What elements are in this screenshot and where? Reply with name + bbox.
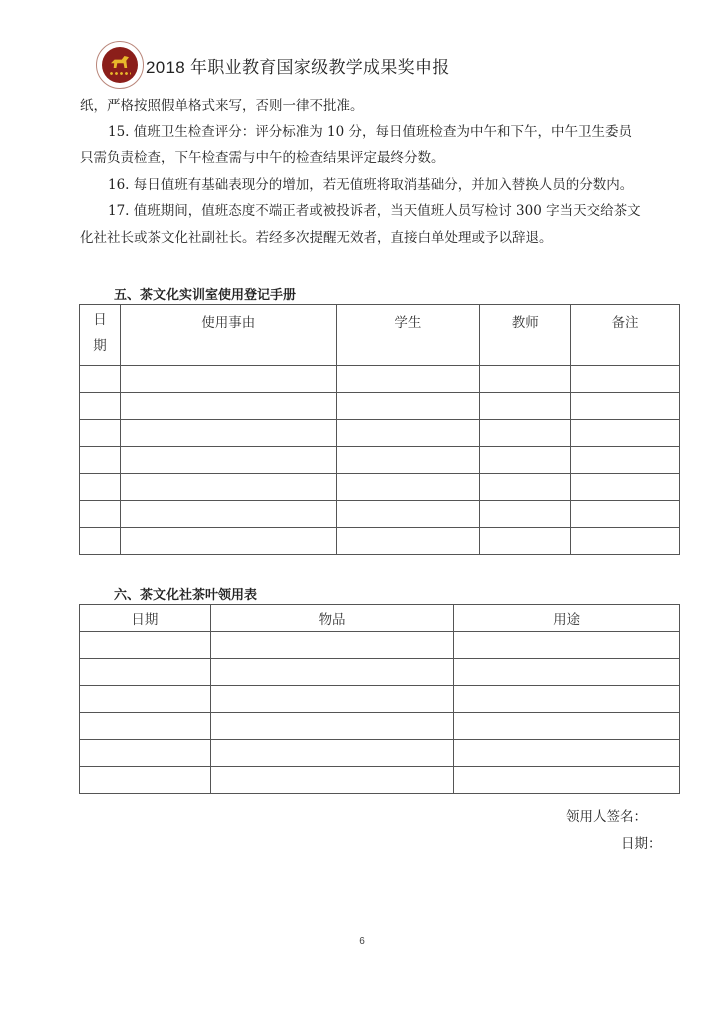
column-header-teacher: 教师 (480, 305, 571, 366)
paragraph-line: 17. 值班期间，值班态度不端正者或被投诉者，当天值班人员写检讨 300 字当天交给茶文 (108, 203, 641, 219)
table-cell[interactable] (571, 447, 680, 474)
table-cell[interactable] (480, 501, 571, 528)
tea-requisition-table (79, 604, 680, 794)
paragraph-line: 化社社长或茶文化社副社长。若经多次提醒无效者，直接白单处理或予以辞退。 (80, 230, 553, 246)
date-label: 日期： (621, 836, 662, 852)
table-cell[interactable] (336, 366, 480, 393)
table-header-row (80, 305, 680, 366)
table-cell[interactable] (336, 447, 480, 474)
paragraph-line: 16. 每日值班有基础表现分的增加，若无值班将取消基础分，并加入替换人员的分数内。 (108, 177, 634, 193)
table-cell[interactable] (336, 528, 480, 555)
table-cell[interactable] (571, 366, 680, 393)
table-cell[interactable] (80, 659, 211, 686)
column-header-reason: 使用事由 (120, 305, 336, 366)
table-cell[interactable] (120, 420, 336, 447)
table-row (80, 393, 680, 420)
table-cell[interactable] (571, 420, 680, 447)
column-header-date (80, 305, 121, 366)
table-cell[interactable] (80, 393, 121, 420)
table-row (80, 528, 680, 555)
table-cell[interactable] (210, 686, 454, 713)
table-cell[interactable] (80, 420, 121, 447)
table-cell[interactable] (571, 501, 680, 528)
table-cell[interactable] (120, 501, 336, 528)
table-cell[interactable] (210, 740, 454, 767)
table-row (80, 501, 680, 528)
page-header (96, 38, 450, 92)
table-cell[interactable] (480, 366, 571, 393)
table-cell[interactable] (80, 767, 211, 794)
table-row (80, 740, 680, 767)
table-cell[interactable] (120, 366, 336, 393)
table-cell[interactable] (210, 632, 454, 659)
table-row (80, 366, 680, 393)
header-text: 期 (93, 338, 107, 354)
table-row (80, 420, 680, 447)
table-cell[interactable] (210, 713, 454, 740)
table-cell[interactable] (80, 366, 121, 393)
section-title-tea-requisition: 六、茶文化社茶叶领用表 (114, 588, 258, 603)
table-row (80, 686, 680, 713)
table-cell[interactable] (120, 528, 336, 555)
table-cell[interactable] (480, 528, 571, 555)
page-number: 6 (359, 936, 365, 947)
table-cell[interactable] (80, 474, 121, 501)
table-cell[interactable] (80, 447, 121, 474)
table-cell[interactable] (571, 393, 680, 420)
table-cell[interactable] (480, 447, 571, 474)
column-header-student: 学生 (336, 305, 480, 366)
table-cell[interactable] (480, 420, 571, 447)
section-title-usage-log: 五、茶文化实训室使用登记手册 (114, 288, 297, 303)
table-cell[interactable] (120, 393, 336, 420)
signer-label: 领用人签名： (566, 809, 647, 825)
table-cell[interactable] (480, 474, 571, 501)
table-row (80, 447, 680, 474)
table-cell[interactable] (336, 393, 480, 420)
table-cell[interactable] (454, 632, 680, 659)
column-header-item: 物品 (210, 605, 454, 632)
table-header-row (80, 605, 680, 632)
school-emblem-icon (96, 41, 144, 89)
table-cell[interactable] (336, 474, 480, 501)
paragraph-line: 15. 值班卫生检查评分：评分标准为 10 分，每日值班检查为中午和下午，中午卫生委员 (108, 124, 633, 140)
table-cell[interactable] (454, 713, 680, 740)
table-cell[interactable] (336, 420, 480, 447)
table-cell[interactable] (571, 528, 680, 555)
table-row (80, 659, 680, 686)
table-row (80, 632, 680, 659)
table-cell[interactable] (210, 659, 454, 686)
table-cell[interactable] (80, 713, 211, 740)
table-cell[interactable] (80, 528, 121, 555)
table-cell[interactable] (454, 767, 680, 794)
table-cell[interactable] (120, 474, 336, 501)
paragraph-line: 纸，严格按照假单格式来写，否则一律不批准。 (80, 98, 364, 114)
table-cell[interactable] (80, 501, 121, 528)
table-row (80, 713, 680, 740)
table-cell[interactable] (80, 686, 211, 713)
column-header-notes: 备注 (571, 305, 680, 366)
column-header-date: 日期 (80, 605, 211, 632)
table-cell[interactable] (454, 740, 680, 767)
table-cell[interactable] (120, 447, 336, 474)
column-header-purpose: 用途 (454, 605, 680, 632)
header-title: 2018 年职业教育国家级教学成果奖申报 (146, 57, 450, 77)
table-cell[interactable] (454, 686, 680, 713)
table-row (80, 767, 680, 794)
table-cell[interactable] (454, 659, 680, 686)
table-cell[interactable] (80, 632, 211, 659)
table-cell[interactable] (210, 767, 454, 794)
table-cell[interactable] (571, 474, 680, 501)
header-text: 日 (93, 312, 107, 328)
paragraph-line: 只需负责检查，下午检查需与中午的检查结果评定最终分数。 (80, 150, 445, 166)
usage-log-table (79, 304, 680, 555)
table-row (80, 474, 680, 501)
table-cell[interactable] (336, 501, 480, 528)
table-cell[interactable] (80, 740, 211, 767)
table-cell[interactable] (480, 393, 571, 420)
